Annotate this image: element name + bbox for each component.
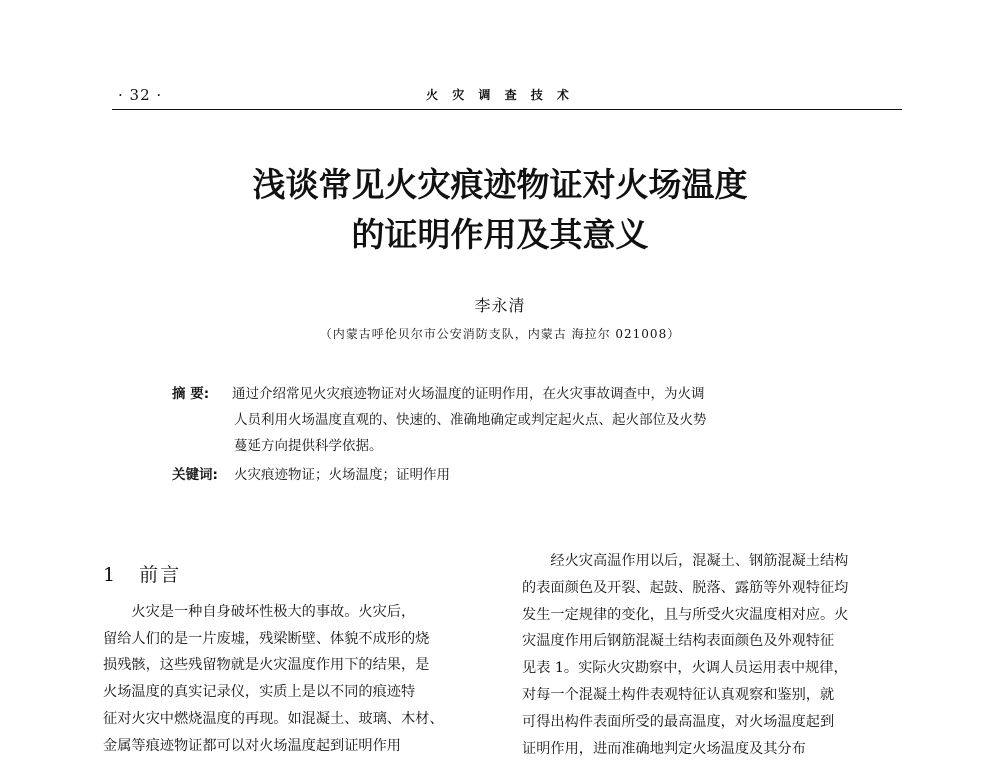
paragraph-line: 的表面颜色及开裂、起鼓、脱落、露筋等外观特征均: [522, 579, 849, 596]
author-name: 李永清: [474, 296, 526, 315]
paragraph-line: 火灾是一种自身破坏性极大的事故。火灾后，: [103, 603, 416, 620]
abstract: [172, 381, 852, 459]
section-heading: [103, 562, 488, 589]
title-line-2: 的证明作用及其意义: [351, 215, 649, 254]
paragraph-line: 见表 1。实际火灾勘察中，火调人员运用表中规律，: [522, 660, 848, 677]
paragraph-line: 留给人们的是一片废墟，残梁断壁、体貌不成形的烧: [103, 630, 430, 647]
body-right-column: [522, 548, 907, 762]
paragraph-line: 灾温度作用后钢筋混凝土结构表面颜色及外观特征: [522, 633, 835, 650]
keywords-text: 火灾痕迹物证；火场温度；证明作用: [234, 467, 450, 483]
section-number: 1: [103, 564, 118, 586]
paragraph-line: 发生一定规律的变化，且与所受火灾温度相对应。火: [522, 606, 849, 623]
author-affiliation: （内蒙古呼伦贝尔市公安消防支队，内蒙古 海拉尔 021008）: [319, 327, 681, 341]
abstract-line-2: 人员利用火场温度直观的、快速的、准确地确定或判定起火点、起火部位及火势: [234, 412, 707, 428]
paragraph-line: 征对火灾中燃烧温度的再现。如混凝土、玻璃、木材、: [103, 710, 444, 727]
header-rule: [112, 109, 902, 110]
section-title: 前言: [139, 564, 182, 586]
journal-name: 火 灾 调 查 技 术: [426, 88, 574, 102]
title-line-1: 浅谈常见火灾痕迹物证对火场温度: [252, 165, 748, 204]
paragraph-line: 金属等痕迹物证都可以对火场温度起到证明作用: [103, 737, 401, 754]
page-number: · 32 ·: [118, 86, 163, 104]
paragraph-line: 火场温度的真实记录仪，实质上是以不同的痕迹特: [103, 684, 416, 701]
abstract-label: 摘 要:: [172, 386, 210, 402]
keywords: [172, 463, 450, 483]
paragraph-line: 证明作用，进而准确地判定火场温度及其分布: [522, 740, 806, 757]
article-title: [140, 160, 860, 260]
paragraph-line: 损残骸，这些残留物就是火灾温度作用下的结果，是: [103, 657, 430, 674]
paragraph-line: 对每一个混凝土构件表观特征认真观察和鉴别，就: [522, 686, 835, 703]
abstract-line-1: 通过介绍常见火灾痕迹物证对火场温度的证明作用，在火灾事故调查中，为火调: [232, 386, 705, 402]
paragraph-line: 可得出构件表面所受的最高温度，对火场温度起到: [522, 713, 835, 730]
paragraph-line: 经火灾高温作用以后，混凝土、钢筋混凝土结构: [522, 553, 849, 569]
body-left-column: [103, 548, 488, 760]
abstract-line-3: 蔓延方向提供科学依据。: [234, 438, 383, 454]
keywords-label: 关键词:: [172, 467, 218, 483]
